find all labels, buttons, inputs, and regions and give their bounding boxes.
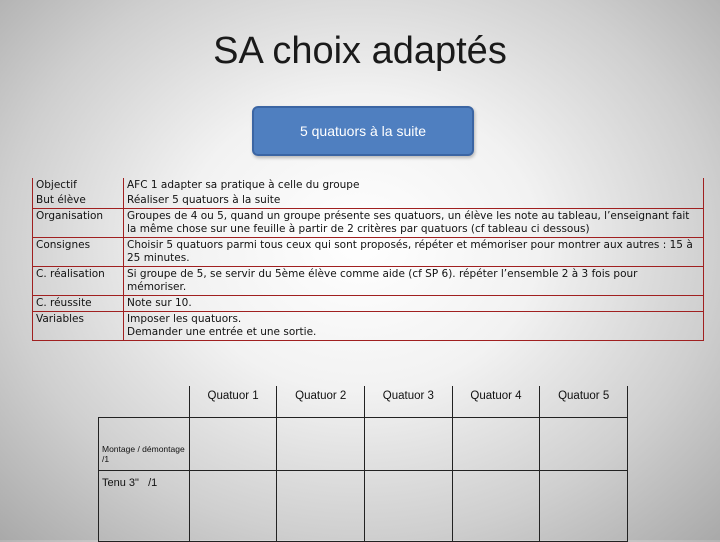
cell-tenu-2[interactable] — [277, 471, 365, 542]
label-consignes: Consignes — [33, 238, 124, 267]
table-row — [33, 267, 704, 296]
table-row — [33, 209, 704, 238]
cell-tenu-1[interactable] — [189, 471, 277, 542]
label-organisation: Organisation — [33, 209, 124, 238]
cell-tenu-5[interactable] — [540, 471, 628, 542]
cell-tenu-4[interactable] — [452, 471, 540, 542]
quatuor-header-row — [99, 386, 628, 418]
montage-label-text: Montage / démontage /1 — [102, 444, 185, 464]
label-objectif: Objectif — [33, 178, 124, 193]
slide-title: SA choix adaptés — [213, 30, 507, 72]
label-but: But élève — [33, 193, 124, 209]
activity-box: 5 quatuors à la suite — [252, 106, 474, 156]
header-quatuor-5: Quatuor 5 — [540, 386, 628, 418]
table-row — [33, 296, 704, 312]
variables-line-2: Demander une entrée et une sortie. — [127, 326, 317, 338]
row-label-tenu: Tenu 3" /1 — [99, 471, 190, 542]
label-variables: Variables — [33, 312, 124, 341]
cell-montage-4[interactable] — [452, 418, 540, 471]
text-consignes: Choisir 5 quatuors parmi tous ceux qui sont proposés, répéter et mémoriser pour montrer aux autres : 15 à 25 minutes. — [124, 238, 704, 267]
text-realisation: Si groupe de 5, se servir du 5ème élève comme aide (cf SP 6). répéter l’ensemble 2 à 3 fois pour mémoriser. — [124, 267, 704, 296]
table-row — [33, 178, 704, 193]
text-variables — [124, 312, 704, 341]
quatuor-row-tenu — [99, 471, 628, 542]
cell-tenu-3[interactable] — [365, 471, 453, 542]
cell-montage-3[interactable] — [365, 418, 453, 471]
row-label-montage — [99, 418, 190, 471]
table-row — [33, 238, 704, 267]
label-reussite: C. réussite — [33, 296, 124, 312]
header-quatuor-3: Quatuor 3 — [365, 386, 453, 418]
header-quatuor-2: Quatuor 2 — [277, 386, 365, 418]
text-organisation: Groupes de 4 ou 5, quand un groupe présente ses quatuors, un élève les note au tableau, l’enseignant fait la même chose sur une feuille à partir de 2 critères par quatuors (cf tableau ci dessous) — [124, 209, 704, 238]
cell-montage-1[interactable] — [189, 418, 277, 471]
table-row — [33, 312, 704, 341]
table-row — [33, 193, 704, 209]
cell-montage-5[interactable] — [540, 418, 628, 471]
corner-cell — [99, 386, 190, 418]
cell-montage-2[interactable] — [277, 418, 365, 471]
header-quatuor-4: Quatuor 4 — [452, 386, 540, 418]
quatuor-row-montage — [99, 418, 628, 471]
header-quatuor-1: Quatuor 1 — [189, 386, 277, 418]
text-reussite: Note sur 10. — [124, 296, 704, 312]
activity-table — [32, 178, 704, 341]
label-realisation: C. réalisation — [33, 267, 124, 296]
quatuor-grid — [98, 386, 628, 542]
text-but: Réaliser 5 quatuors à la suite — [124, 193, 704, 209]
variables-line-1: Imposer les quatuors. — [127, 313, 242, 325]
text-objectif: AFC 1 adapter sa pratique à celle du groupe — [124, 178, 704, 193]
